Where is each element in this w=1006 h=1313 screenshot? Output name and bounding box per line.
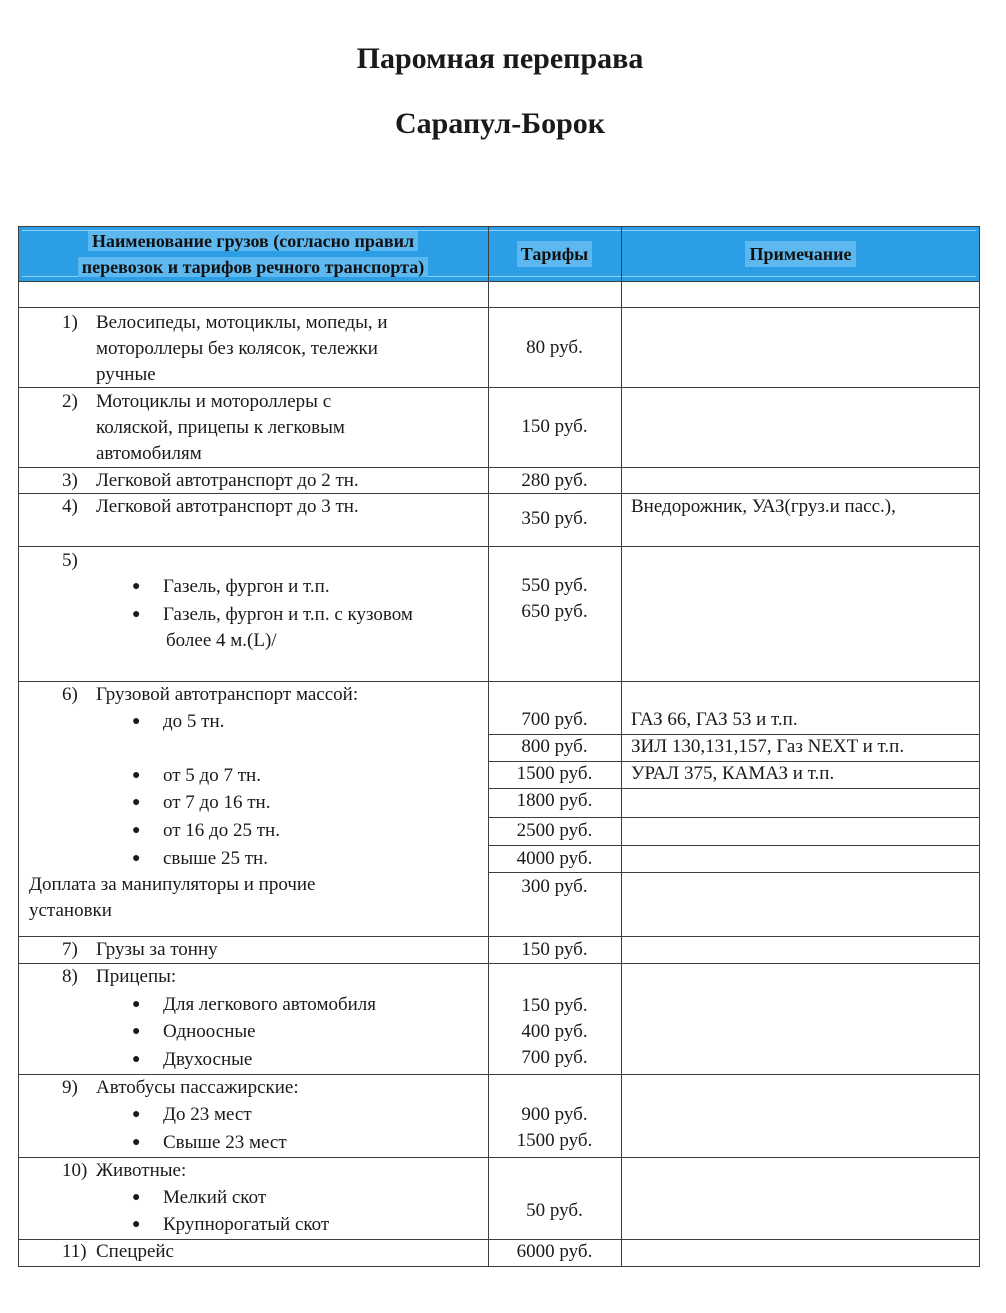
row-text: Крупнорогатый скот (163, 1214, 330, 1235)
row-number: 11) (62, 1241, 87, 1262)
price-cell: 2500 руб. (516, 820, 593, 841)
table-border (18, 1266, 980, 1267)
row-number: 7) (62, 939, 78, 960)
price-cell: 1500 руб. (516, 763, 593, 784)
row-text: до 5 тн. (163, 711, 225, 732)
row-text: Двухосные (163, 1049, 253, 1070)
header-col-name-line1: Наименование грузов (согласно правил (88, 231, 418, 251)
row-text: Газель, фургон и т.п. с кузовом (163, 604, 413, 625)
bullet-icon: ● (132, 1052, 141, 1067)
row-text: Свыше 23 мест (163, 1132, 287, 1153)
row-text: ручные (96, 364, 156, 385)
header-col-tariff (488, 226, 621, 281)
row-text: Доплата за манипуляторы и прочие (29, 874, 316, 895)
price-cell: 300 руб. (521, 876, 588, 897)
price-cell: 280 руб. (521, 470, 588, 491)
row-number: 9) (62, 1077, 78, 1098)
price-cell: 550 руб. (521, 575, 588, 596)
row-text: До 23 мест (163, 1104, 252, 1125)
row-text: Легковой автотранспорт до 2 тн. (96, 470, 359, 491)
row-text: Животные: (96, 1160, 187, 1181)
bullet-icon: ● (132, 1135, 141, 1150)
bullet-icon: ● (132, 1107, 141, 1122)
bullet-icon: ● (132, 1217, 141, 1232)
row-text: Велосипеды, мотоциклы, мопеды, и (96, 312, 388, 333)
header-col-note-label: Примечание (745, 241, 855, 267)
price-cell: 150 руб. (521, 939, 588, 960)
table-border (18, 226, 19, 1267)
row-text: Легковой автотранспорт до 3 тн. (96, 496, 359, 517)
row-text: мотороллеры без колясок, тележки (96, 338, 378, 359)
row-text: Одноосные (163, 1021, 256, 1042)
row-text: Грузовой автотранспорт массой: (96, 684, 359, 705)
bullet-icon: ● (132, 1190, 141, 1205)
table-border (979, 226, 980, 1267)
price-cell: 80 руб. (526, 337, 583, 358)
row-text: Мотоциклы и мотороллеры с (96, 391, 332, 412)
price-cell: 150 руб. (521, 416, 588, 437)
row-text: коляской, прицепы к легковым (96, 417, 345, 438)
header-col-tariff-label: Тарифы (517, 241, 592, 267)
price-cell: 6000 руб. (516, 1241, 593, 1262)
row-text: Мелкий скот (163, 1187, 267, 1208)
row-text: более 4 м.(L)/ (166, 630, 277, 651)
header-col-name (18, 226, 488, 281)
note-cell: ЗИЛ 130,131,157, Газ NEXT и т.п. (631, 736, 905, 757)
price-cell: 650 руб. (521, 601, 588, 622)
bullet-icon: ● (132, 795, 141, 810)
row-text: от 5 до 7 тн. (163, 765, 261, 786)
price-cell: 800 руб. (521, 736, 588, 757)
row-text: от 16 до 25 тн. (163, 820, 280, 841)
note-cell: ГАЗ 66, ГАЗ 53 и т.п. (631, 709, 798, 730)
price-cell: 4000 руб. (516, 848, 593, 869)
header-col-name-line2: перевозок и тарифов речного транспорта) (78, 257, 428, 277)
price-cell: 1800 руб. (516, 790, 593, 811)
bullet-icon: ● (132, 579, 141, 594)
price-cell: 150 руб. (521, 995, 588, 1016)
row-number: 5) (62, 550, 78, 571)
row-number: 6) (62, 684, 78, 705)
bullet-icon: ● (132, 1024, 141, 1039)
row-number: 3) (62, 470, 78, 491)
price-cell: 400 руб. (521, 1021, 588, 1042)
row-divider (18, 387, 980, 388)
price-cell: 700 руб. (521, 1047, 588, 1068)
row-number: 8) (62, 966, 78, 987)
row-text: Газель, фургон и т.п. (163, 576, 330, 597)
bullet-icon: ● (132, 997, 141, 1012)
note-cell: Внедорожник, УАЗ(груз.и пасс.), (631, 496, 896, 517)
row-text: Для легкового автомобиля (163, 994, 377, 1015)
row-text: Грузы за тонну (96, 939, 218, 960)
row-divider (18, 307, 980, 308)
row-divider (18, 226, 980, 227)
column-divider (621, 226, 622, 1267)
bullet-icon: ● (132, 607, 141, 622)
row-text: Спецрейс (96, 1241, 174, 1262)
page-subtitle: Сарапул-Борок (394, 107, 606, 140)
row-number: 10) (62, 1160, 88, 1181)
price-cell: 350 руб. (521, 508, 588, 529)
bullet-icon: ● (132, 851, 141, 866)
row-divider (18, 546, 980, 547)
bullet-icon: ● (132, 768, 141, 783)
row-text: Прицепы: (96, 966, 177, 987)
price-cell: 50 руб. (526, 1200, 583, 1221)
row-text: Автобусы пассажирские: (96, 1077, 299, 1098)
row-number: 4) (62, 496, 78, 517)
row-divider (18, 281, 980, 282)
sub-row-divider (488, 872, 980, 873)
row-text: автомобилям (96, 443, 202, 464)
note-cell: УРАЛ 375, КАМАЗ и т.п. (631, 763, 835, 784)
price-cell: 700 руб. (521, 709, 588, 730)
bullet-icon: ● (132, 823, 141, 838)
tariff-table (18, 226, 980, 1267)
price-cell: 900 руб. (521, 1104, 588, 1125)
price-cell: 1500 руб. (516, 1130, 593, 1151)
row-text: от 7 до 16 тн. (163, 792, 271, 813)
row-text: установки (29, 900, 112, 921)
header-col-note (621, 226, 980, 281)
bullet-icon: ● (132, 714, 141, 729)
page-title: Паромная переправа (356, 42, 644, 75)
row-number: 2) (62, 391, 78, 412)
row-text: свыше 25 тн. (163, 848, 268, 869)
row-number: 1) (62, 312, 78, 333)
